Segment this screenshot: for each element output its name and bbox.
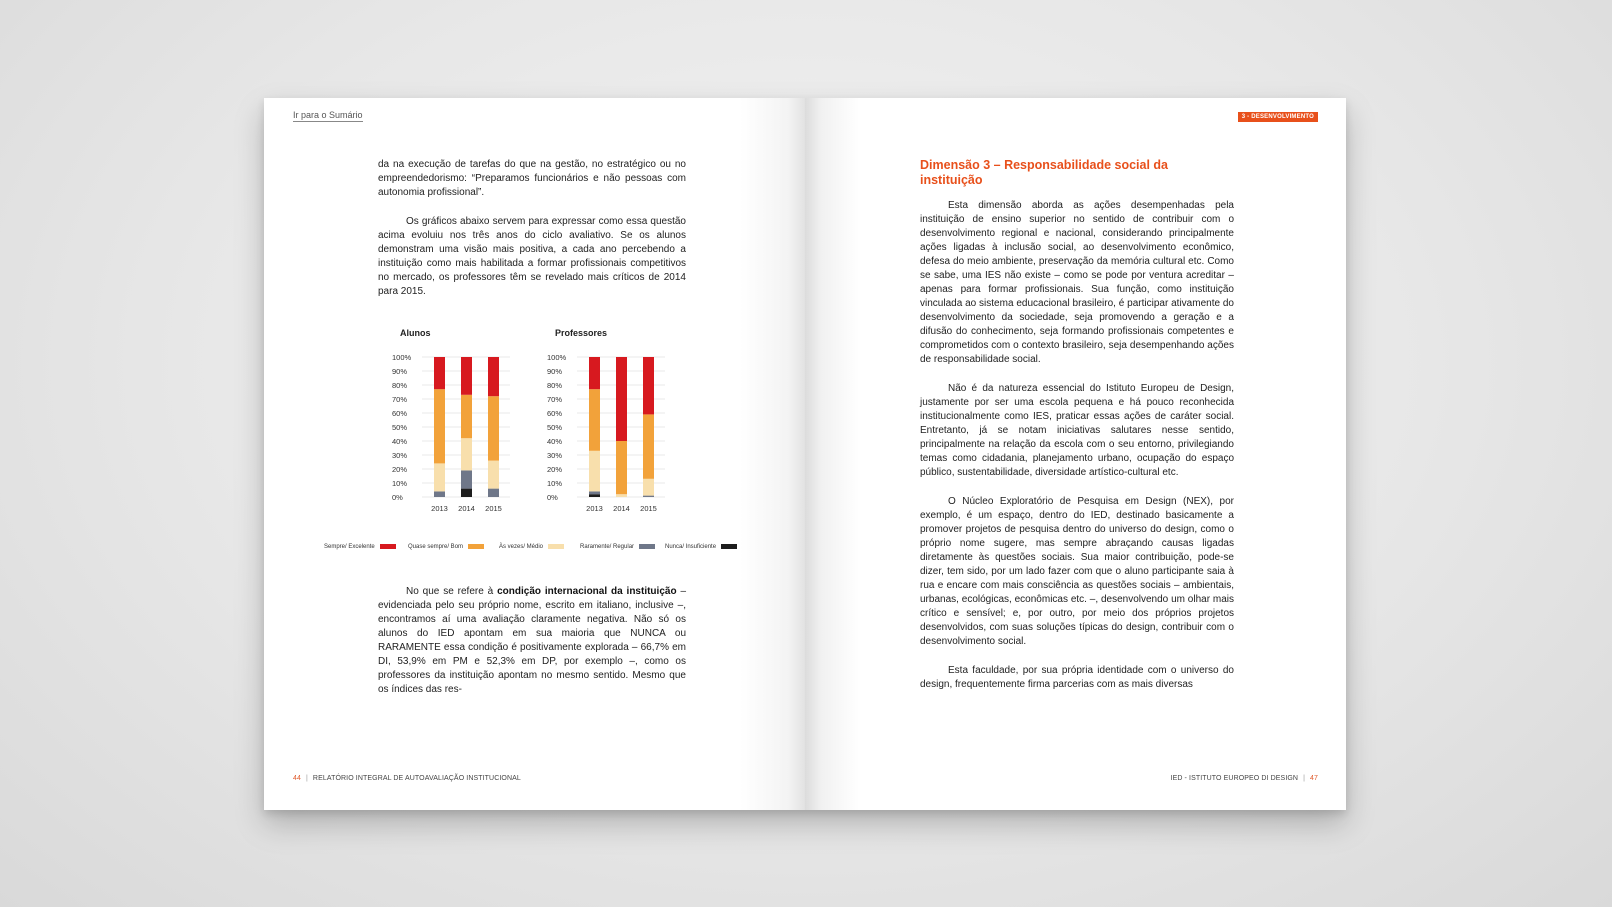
y-tick-label: 30% — [547, 451, 563, 460]
bar-segment — [461, 357, 472, 395]
y-tick-label: 70% — [392, 395, 408, 404]
left-paragraph-3 — [378, 585, 686, 697]
x-tick-label: 2015 — [640, 504, 657, 513]
y-tick-label: 20% — [392, 465, 408, 474]
paragraph-3-rest: – evidenciada pelo seu próprio nome, escrito em italiano, inclusive –, encontramos aí uma avaliação claramente negativa. Não só os alunos do IED apontam em sua maioria que NUNCA ou RARAMENTE essa condição é positivamente explorada – 66,7% em DI, 53,9% em PM e 52,3% em DP, por exemplo –, como os professores da instituição apontam no mesmo sentido. Mesmo que os índices das res- — [378, 586, 687, 695]
legend-item-as-vezes — [499, 544, 564, 550]
y-tick-label: 10% — [392, 479, 408, 488]
bar-segment — [434, 491, 445, 497]
x-tick-label: 2013 — [586, 504, 603, 513]
y-tick-label: 0% — [547, 493, 558, 502]
bar-segment — [643, 357, 654, 414]
bar-segment — [488, 489, 499, 497]
bar-segment — [643, 414, 654, 478]
chart-title-professores: Professores — [555, 328, 608, 338]
legend-swatch — [380, 544, 396, 549]
legend-label: Nunca/ Insuficiente — [665, 544, 717, 551]
y-tick-label: 80% — [392, 381, 408, 390]
x-tick-label: 2013 — [431, 504, 448, 513]
legend-swatch — [721, 544, 737, 549]
bar-segment — [616, 441, 627, 494]
y-tick-label: 40% — [547, 437, 563, 446]
bar-segment — [461, 395, 472, 438]
y-tick-label: 100% — [392, 353, 412, 362]
right-text — [920, 199, 1234, 707]
paragraph-3-lead: No que se refere à — [406, 586, 498, 597]
bar-segment — [461, 470, 472, 488]
bar-segment — [589, 389, 600, 451]
y-tick-label: 70% — [547, 395, 563, 404]
right-paragraph-4: Esta faculdade, por sua própria identidade com o universo do design, frequentemente firma parcerias com as mais diversas — [920, 665, 1234, 690]
bar-segment — [461, 489, 472, 497]
bar-segment — [589, 494, 600, 497]
legend-item-raramente — [580, 544, 655, 550]
y-tick-label: 80% — [547, 381, 563, 390]
stacked-bar-chart-alunos — [392, 353, 522, 523]
y-tick-label: 20% — [547, 465, 563, 474]
left-page — [264, 98, 805, 810]
left-paragraph-2: Os gráficos abaixo servem para expressar como essa questão acima evoluiu nos três anos do ciclo avaliativo. Se os alunos demonstram uma visão mais positiva, a cada ano percebendo a instituição como mais habilitada a formar profissionais competitivos no mercado, os professores têm se revelado mais críticos de 2014 para 2015. — [378, 216, 686, 297]
legend-label: Raramente/ Regular — [580, 544, 635, 551]
right-footer-text: IED - ISTITUTO EUROPEO DI DESIGN — [1170, 775, 1299, 782]
bar-segment — [589, 451, 600, 492]
right-page — [805, 98, 1346, 810]
bar-segment — [488, 396, 499, 460]
x-tick-label: 2014 — [613, 504, 630, 513]
legend-swatch — [468, 544, 484, 549]
left-text-top — [378, 158, 686, 314]
bar-segment — [434, 357, 445, 389]
bar-segment — [643, 479, 654, 496]
section-tag: 3 - DESENVOLVIMENTO — [1238, 112, 1318, 122]
y-tick-label: 100% — [547, 353, 567, 362]
bar-segment — [434, 389, 445, 463]
right-page-number: 47 — [1310, 775, 1318, 782]
footer-separator: | — [306, 775, 308, 782]
bar-segment — [488, 461, 499, 489]
chart-title-alunos: Alunos — [400, 328, 431, 338]
bar-segment — [589, 491, 600, 494]
y-tick-label: 50% — [547, 423, 563, 432]
x-tick-label: 2015 — [485, 504, 502, 513]
right-paragraph-2: Não é da natureza essencial do Istituto Europeu de Design, justamente por ser uma escola pequena e há pouco reconhecida institucionalmente como IES, praticar essas ações de caráter social. Entretanto, já se notam iniciativas salutares nesse sentido, principalmente na relação da escola com o seu entorno, privilegiando temas como cidadania, planejamento urbano, ocupação do espaço público, sustentabilidade, diversidade artístico-cultural etc. — [920, 383, 1234, 478]
y-tick-label: 30% — [392, 451, 408, 460]
legend-label: Sempre/ Excelente — [324, 544, 375, 551]
y-tick-label: 60% — [547, 409, 563, 418]
paragraph-3-bold: condição internacional da instituição — [497, 586, 677, 597]
footer-separator: | — [1303, 775, 1305, 782]
y-tick-label: 90% — [547, 367, 563, 376]
left-footer-text: RELATÓRIO INTEGRAL DE AUTOAVALIAÇÃO INSTITUCIONAL — [312, 775, 521, 782]
y-tick-label: 40% — [392, 437, 408, 446]
bar-segment — [589, 357, 600, 389]
legend-item-sempre — [324, 544, 396, 550]
y-tick-label: 50% — [392, 423, 408, 432]
bar-segment — [616, 357, 627, 441]
left-text-bottom — [378, 585, 686, 712]
bar-segment — [643, 496, 654, 497]
right-footer — [1171, 775, 1318, 782]
bar-segment — [616, 494, 627, 497]
bar-segment — [434, 463, 445, 491]
left-footer — [293, 775, 521, 782]
y-tick-label: 0% — [392, 493, 403, 502]
right-paragraph-3: O Núcleo Exploratório de Pesquisa em Design (NEX), por exemplo, é um espaço, dentro do IED, destinado basicamente a promover projetos de pesquisa dentro do universo do design, como o próprio nome sugere, mas sempre abraçando causas ligadas diretamente às questões sociais. Sua maior contribuição, pode-se dizer, tem sido, por um lado fazer com que o aluno participante saia à rua e encare com mais consciência as questões sociais – ambientais, urbanas, ecológicas, econômicas etc. –, desenvolvendo um olhar mais crítico e sensível; e, por outro, por meio dos próprios projetos desenvolvidos, com suas soluções típicas do design, contribuir com o desenvolvimento social. — [920, 496, 1234, 647]
summary-link[interactable]: Ir para o Sumário — [293, 110, 363, 120]
x-tick-label: 2014 — [458, 504, 475, 513]
legend-label: Quase sempre/ Bom — [408, 544, 464, 551]
legend-swatch — [639, 544, 655, 549]
legend-item-nunca — [665, 544, 737, 550]
book-spread — [264, 98, 1346, 810]
right-paragraph-1: Esta dimensão aborda as ações desempenhadas pela instituição de ensino superior no sentido de contribuir com o desenvolvimento regional e nacional, considerando principalmente ações ligadas à inclusão social, ao desenvolvimento econômico, defesa do meio ambiente, preservação da memória cultural etc. Como se sabe, uma IES não existe – como se pode por ventura acreditar – apenas para formar profissionais. Sua função, como instituição vinculada ao sistema educacional brasileiro, é participar ativamente do desenvolvimento da sociedade, seja promovendo a geração e a difusão do conhecimento, seja formando profissionais competentes e comprometidos com o contexto brasileiro, seja desempenhando ações de responsabilidade social. — [920, 200, 1234, 365]
section-heading: Dimensão 3 – Responsabilidade social da instituição — [920, 158, 1169, 187]
bar-segment — [461, 438, 472, 470]
legend-swatch — [548, 544, 564, 549]
y-tick-label: 60% — [392, 409, 408, 418]
legend-label: Às vezes/ Médio — [499, 544, 544, 551]
legend-item-quase-sempre — [408, 544, 484, 550]
y-tick-label: 10% — [547, 479, 563, 488]
y-tick-label: 90% — [392, 367, 408, 376]
left-paragraph-1: da na execução de tarefas do que na gestão, no estratégico ou no empreendedorismo: “Preparamos funcionários e não pessoas com autonomia profissional”. — [378, 159, 686, 198]
stacked-bar-chart-professores — [547, 353, 677, 523]
left-page-number: 44 — [293, 775, 301, 782]
bar-segment — [488, 357, 499, 396]
